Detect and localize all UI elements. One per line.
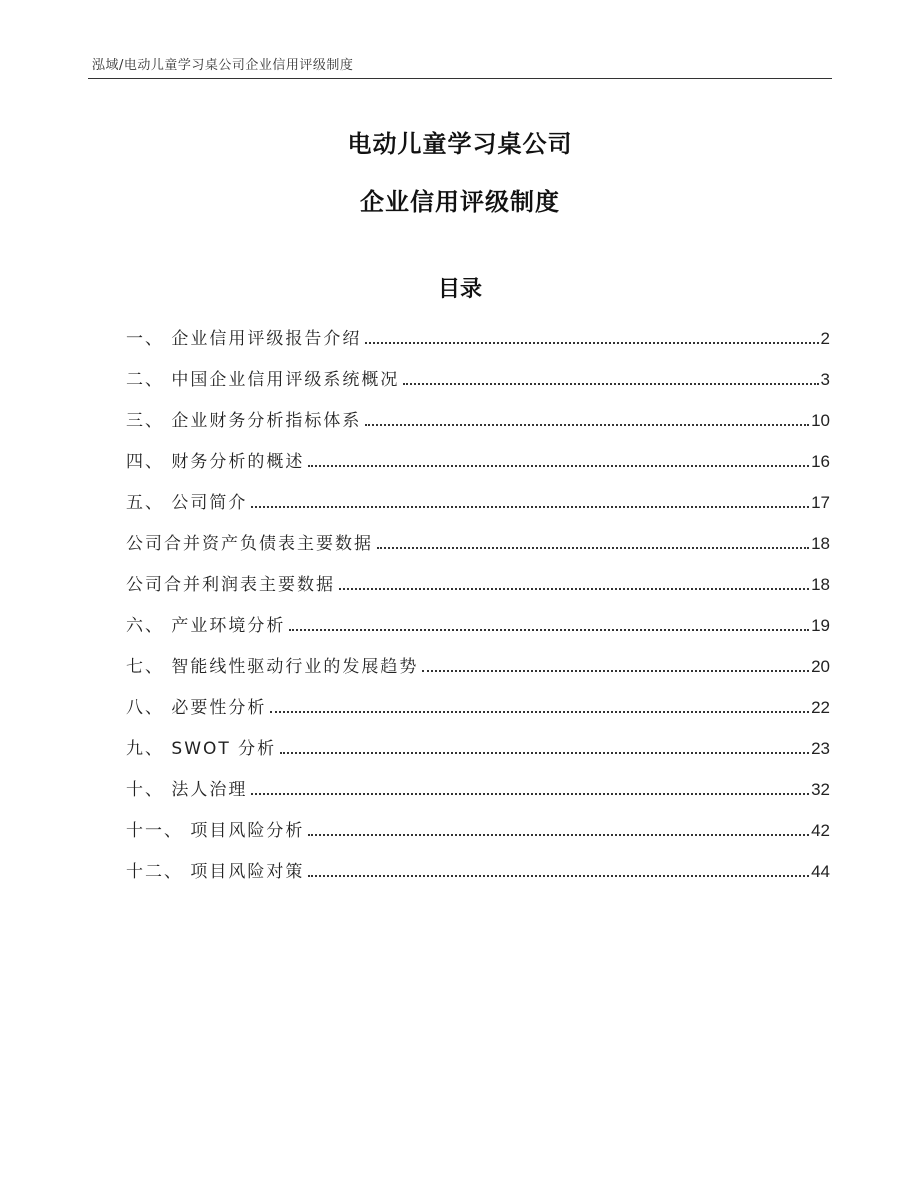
toc-entry[interactable]	[126, 611, 830, 652]
toc-dot-leader	[422, 670, 809, 672]
toc-entry-label: 公司合并利润表主要数据	[126, 575, 335, 595]
toc-dot-leader	[403, 383, 818, 385]
toc-dot-leader	[308, 465, 809, 467]
toc-entry-label: 九、 SWOT 分析	[126, 739, 277, 759]
toc-entry[interactable]	[126, 324, 830, 365]
toc-dot-leader	[251, 506, 809, 508]
toc-heading: 目录	[437, 277, 482, 302]
toc-entry[interactable]	[126, 570, 830, 611]
toc-page-number: 16	[811, 452, 830, 471]
document-title-line-1: 电动儿童学习桌公司	[347, 130, 573, 158]
toc-entry-label: 十一、 项目风险分析	[126, 821, 305, 841]
toc-page-number: 44	[811, 862, 830, 881]
toc-entry[interactable]	[126, 488, 830, 529]
toc-page-number: 32	[811, 780, 830, 799]
toc-entry[interactable]	[126, 652, 830, 693]
toc-dot-leader	[270, 711, 809, 713]
toc-entry[interactable]	[126, 529, 830, 570]
toc-entry-label: 公司合并资产负债表主要数据	[126, 534, 373, 554]
toc-entry-label: 一、 企业信用评级报告介绍	[126, 329, 362, 349]
running-header: 泓域/电动儿童学习桌公司企业信用评级制度	[92, 58, 354, 73]
toc-dot-leader	[308, 834, 809, 836]
toc-page-number: 17	[811, 493, 830, 512]
toc-page-number: 18	[811, 575, 830, 594]
toc-entry-label: 八、 必要性分析	[126, 698, 267, 718]
toc-dot-leader	[289, 629, 809, 631]
toc-entry[interactable]	[126, 406, 830, 447]
header-divider	[88, 78, 832, 79]
toc-entry-label: 四、 财务分析的概述	[126, 452, 305, 472]
toc-entry-label: 六、 产业环境分析	[126, 616, 286, 636]
document-title-line-2: 企业信用评级制度	[360, 188, 560, 216]
toc-page-number: 3	[820, 370, 830, 389]
toc-entry[interactable]	[126, 816, 830, 857]
toc-dot-leader	[365, 424, 809, 426]
toc-dot-leader	[339, 588, 809, 590]
toc-page-number: 20	[811, 657, 830, 676]
toc-entry[interactable]	[126, 857, 830, 898]
toc-page-number: 18	[811, 534, 830, 553]
toc-dot-leader	[365, 342, 818, 344]
toc-entry-label: 十、 法人治理	[126, 780, 248, 800]
toc-page-number: 10	[811, 411, 830, 430]
toc-entry[interactable]	[126, 365, 830, 406]
toc-page-number: 2	[820, 329, 830, 348]
toc-entry[interactable]	[126, 693, 830, 734]
toc-entry[interactable]	[126, 775, 830, 816]
toc-entry-label: 二、 中国企业信用评级系统概况	[126, 370, 400, 390]
toc-entry[interactable]	[126, 447, 830, 488]
toc-entry-label: 五、 公司简介	[126, 493, 248, 513]
toc-page-number: 19	[811, 616, 830, 635]
toc-entry-label: 七、 智能线性驱动行业的发展趋势	[126, 657, 419, 677]
toc-entry-label: 三、 企业财务分析指标体系	[126, 411, 362, 431]
toc-page-number: 22	[811, 698, 830, 717]
toc-dot-leader	[251, 793, 809, 795]
toc-entry-label: 十二、 项目风险对策	[126, 862, 305, 882]
toc-page-number: 23	[811, 739, 830, 758]
toc-dot-leader	[280, 752, 809, 754]
toc-dot-leader	[377, 547, 809, 549]
table-of-contents	[126, 324, 830, 898]
toc-entry[interactable]	[126, 734, 830, 775]
toc-dot-leader	[308, 875, 809, 877]
toc-page-number: 42	[811, 821, 830, 840]
